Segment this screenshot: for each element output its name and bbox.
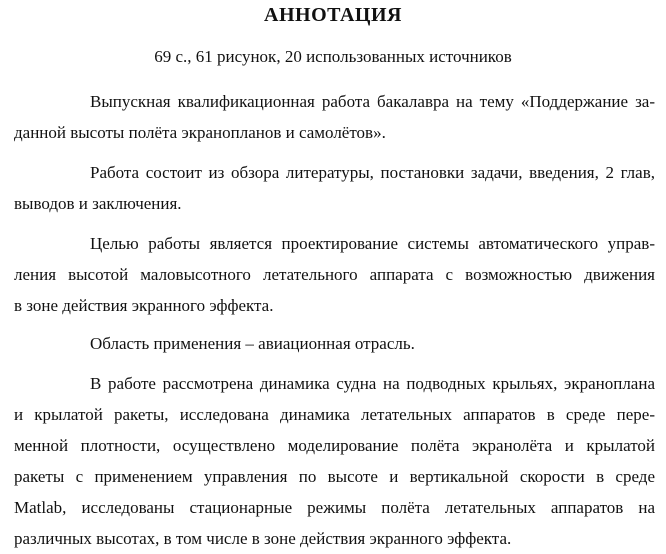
paragraph-line: в зоне действия экранного эффекта. [14, 296, 274, 315]
paragraph-line: менной плотности, осуществлено моделирование полёта экранолёта и крылатой [14, 436, 655, 455]
paragraph-topic [14, 86, 655, 148]
paragraph-application [14, 328, 655, 359]
paragraph-line: В работе рассмотрена динамика судна на подводных крыльях, экраноплана [90, 374, 655, 393]
paragraph-line: различных высотах, в том числе в зоне действия экранного эффекта. [14, 529, 512, 548]
document-title: АННОТАЦИЯ [264, 4, 402, 26]
paragraph-line: Целью работы является проектирование системы автоматического управ- [90, 234, 655, 253]
paragraph-line: ления высотой маловысотного летательного аппарата с возможностью движения [14, 265, 655, 284]
paragraph-line: выводов и заключения. [14, 194, 182, 213]
paragraph-line: данной высоты полёта экранопланов и самолётов». [14, 123, 386, 142]
paragraph-structure [14, 157, 655, 219]
paragraph-line: Работа состоит из обзора литературы, постановки задачи, введения, 2 глав, [90, 163, 655, 182]
paragraph-line: Выпускная квалификационная работа бакалавра на тему «Поддержание за- [90, 92, 655, 111]
paragraph-goal [14, 228, 655, 321]
paragraph-line: Matlab, исследованы стационарные режимы полёта летательных аппаратов на [14, 498, 655, 517]
paragraph-content [14, 368, 655, 554]
document-meta: 69 с., 61 рисунок, 20 использованных источников [154, 47, 512, 66]
paragraph-line: Область применения – авиационная отрасль. [90, 334, 415, 353]
paragraph-line: и крылатой ракеты, исследована динамика летательных аппаратов в среде пере- [14, 405, 655, 424]
paragraph-line: ракеты с применением управления по высоте и вертикальной скорости в среде [14, 467, 655, 486]
